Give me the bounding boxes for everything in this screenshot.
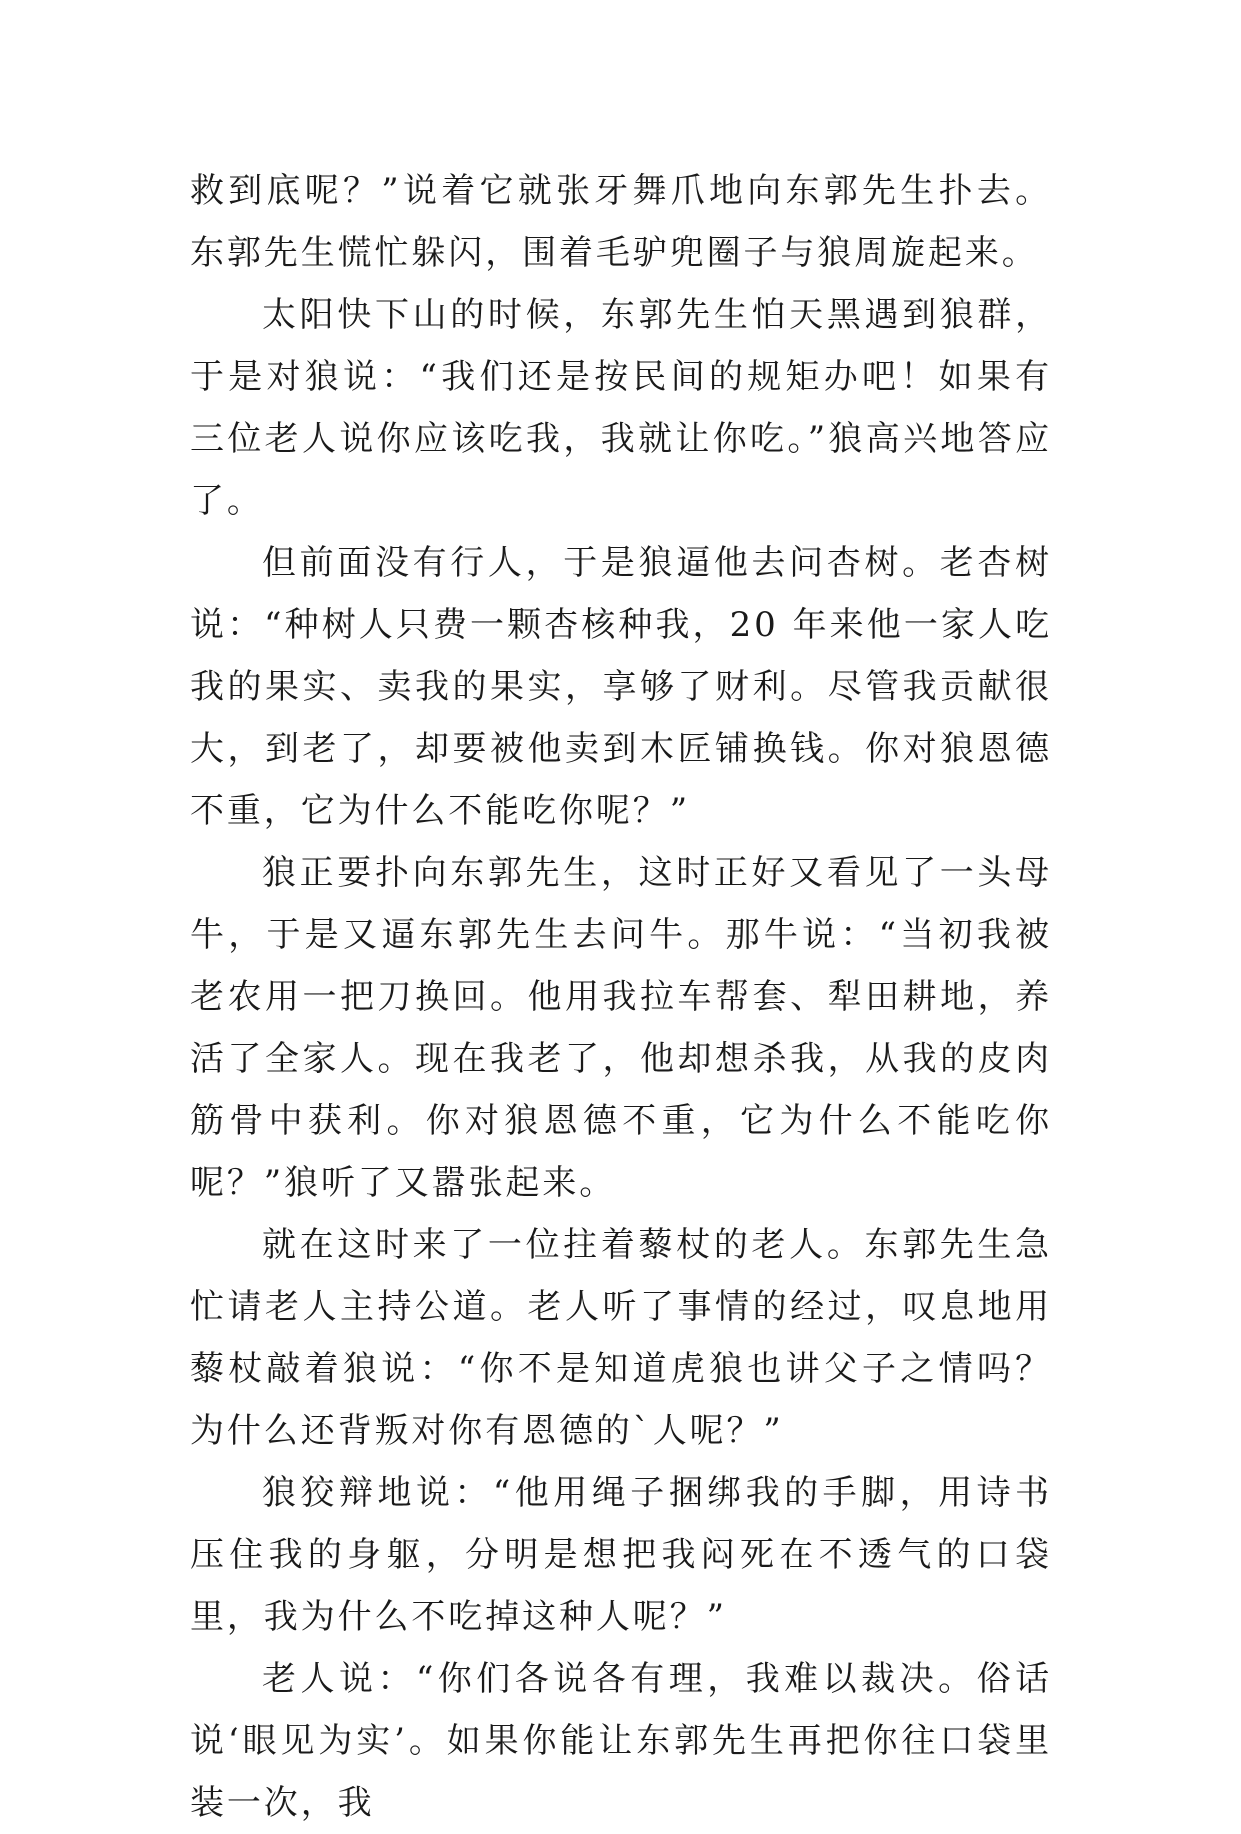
paragraph-2: 太阳快下山的时候，东郭先生怕天黑遇到狼群，于是对狼说：“我们还是按民间的规矩办吧！如果有三位老人说你应该吃我，我就让你吃。”狼高兴地答应了。 <box>190 295 1052 521</box>
paragraph-1: 救到底呢？”说着它就张牙舞爪地向东郭先生扑去。东郭先生慌忙躲闪，围着毛驴兜圈子与狼周旋起来。 <box>190 171 1052 273</box>
paragraph-6: 狼狡辩地说：“他用绳子捆绑我的手脚，用诗书压住我的身躯，分明是想把我闷死在不透气的口袋里，我为什么不吃掉这种人呢？” <box>190 1473 1052 1637</box>
document-page <box>190 160 1052 1834</box>
paragraph-7: 老人说：“你们各说各有理，我难以裁决。俗话说‘眼见为实’。如果你能让东郭先生再把你往口袋里装一次，我 <box>190 1659 1052 1823</box>
paragraph-5: 就在这时来了一位拄着藜杖的老人。东郭先生急忙请老人主持公道。老人听了事情的经过，叹息地用藜杖敲着狼说：“你不是知道虎狼也讲父子之情吗？为什么还背叛对你有恩德的`人呢？” <box>190 1225 1052 1451</box>
paragraph-3: 但前面没有行人，于是狼逼他去问杏树。老杏树说：“种树人只费一颗杏核种我，20 年来他一家人吃我的果实、卖我的果实，享够了财利。尽管我贡献很大，到老了，却要被他卖到木匠铺换钱。你对狼恩德不重，它为什么不能吃你呢？” <box>190 543 1052 831</box>
paragraph-4: 狼正要扑向东郭先生，这时正好又看见了一头母牛，于是又逼东郭先生去问牛。那牛说：“当初我被老农用一把刀换回。他用我拉车帮套、犁田耕地，养活了全家人。现在我老了，他却想杀我，从我的皮肉筋骨中获利。你对狼恩德不重，它为什么不能吃你呢？”狼听了又嚣张起来。 <box>190 853 1052 1203</box>
